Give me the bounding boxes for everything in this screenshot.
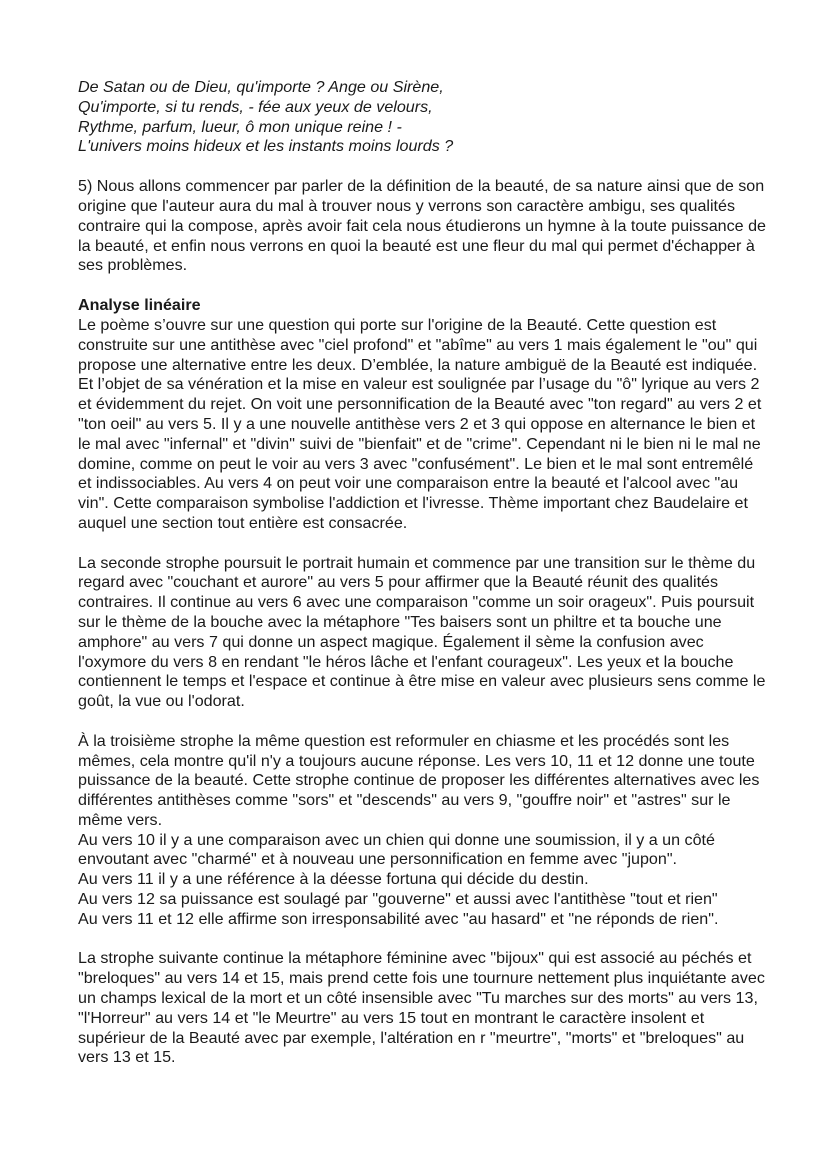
- analysis-paragraph-3d: Au vers 11 et 12 elle affirme son irresponsabilité avec "au hasard" et "ne réponds de rien".: [78, 909, 719, 928]
- verse-line: L'univers moins hideux et les instants moins lourds ?: [78, 137, 454, 156]
- analysis-paragraph-3a: Au vers 10 il y a une comparaison avec un chien qui donne une soumission, il y a un côté envoutant avec "charmé" et à nouveau une personnification en femme avec "jupon".: [78, 830, 715, 869]
- intro-paragraph: 5) Nous allons commencer par parler de la définition de la beauté, de sa nature ainsi que de son origine que l'auteur aura du mal à trouver nous y verrons son caractère ambigu, ses qualités contraire qui la compose, après avoir fait cela nous étudierons un hymne à la toute puissance de la beauté, et enfin nous verrons en quoi la beauté est une fleur du mal qui permet d'échapper à ses problèmes.: [78, 177, 766, 275]
- analysis-paragraph-1: Le poème s’ouvre sur une question qui porte sur l'origine de la Beauté. Cette question est construite sur une antithèse avec "ciel profond" et "abîme" au vers 1 mais également le "ou" qui propose une alternative entre les deux. D’emblée, la nature ambiguë de la Beauté est indiquée. Et l’objet de sa vénération et la mise en valeur est soulignée par l’usage du "ô" lyrique au vers 2 et évidemment du rejet. On voit une personnification de la Beauté avec "ton regard" au vers 2 et "ton oeil" au vers 5. Il y a une nouvelle antithèse vers 2 et 3 qui oppose en alternance le bien et le mal avec "infernal" et "divin" suivi de "bienfait" et de "crime". Cependant ni le bien ni le mal ne domine, comme on peut le voir au vers 3 avec "confusément". Le bien et le mal sont entremêlé et indissociables. Au vers 4 on peut voir une comparaison entre la beauté et l'alcool avec "au vin". Cette comparaison symbolise l'addiction et l'ivresse. Thème important chez Baudelaire et auquel une section tout entière est consacrée.: [78, 315, 762, 532]
- verse-line: De Satan ou de Dieu, qu'importe ? Ange ou Sirène,: [78, 78, 444, 96]
- analysis-paragraph-2: La seconde strophe poursuit le portrait humain et commence par une transition sur le thème du regard avec "couchant et aurore" au vers 5 pour affirmer que la Beauté réunit des qualités contraires. Il continue au vers 6 avec une comparaison "comme un soir orageux". Puis poursuit sur le thème de la bouche avec la métaphore "Tes baisers sont un philtre et ta bouche une amphore" au vers 7 qui donne un aspect magique. Également il sème la confusion avec l'oxymore du vers 8 en rendant "le héros lâche et l'enfant courageux". Les yeux et la bouche contiennent le temps et l'espace et continue à être mise en valeur avec plusieurs sens comme le goût, la vue ou l'odorat.: [78, 553, 766, 711]
- analysis-paragraph-3b: Au vers 11 il y a une référence à la déesse fortuna qui décide du destin.: [78, 870, 589, 889]
- poem-excerpt: [78, 78, 768, 157]
- verse-line: Rythme, parfum, lueur, ô mon unique reine ! -: [78, 117, 402, 136]
- analysis-paragraph-4: La strophe suivante continue la métaphore féminine avec "bijoux" qui est associé au péchés et "breloques" au vers 14 et 15, mais prend cette fois une tournure nettement plus inquiétante avec un champs lexical de la mort et un côté insensible avec "Tu marches sur des morts" au vers 13, "l'Horreur" au vers 14 et "le Meurtre" au vers 15 tout en montrant le caractère insolent et supérieur de la Beauté avec par exemple, l'altération en r "meurtre", "morts" et "breloques" au vers 13 et 15.: [78, 949, 765, 1067]
- analysis-section: [78, 296, 768, 316]
- verse-line: Qu'importe, si tu rends, - fée aux yeux de velours,: [78, 97, 433, 116]
- section-heading: Analyse linéaire: [78, 296, 201, 315]
- analysis-paragraph-3: À la troisième strophe la même question est reformuler en chiasme et les procédés sont les mêmes, cela montre qu'il n'y a toujours aucune réponse. Les vers 10, 11 et 12 donne une toute puissance de la beauté. Cette strophe continue de proposer les différentes alternatives avec les différentes antithèses comme "sors" et "descends" au vers 9, "gouffre noir" et "astres" sur le même vers.: [78, 731, 760, 829]
- analysis-paragraph-3c: Au vers 12 sa puissance est soulagé par "gouverne" et aussi avec l'antithèse "tout et rien": [78, 890, 718, 909]
- document-page: [78, 78, 768, 1088]
